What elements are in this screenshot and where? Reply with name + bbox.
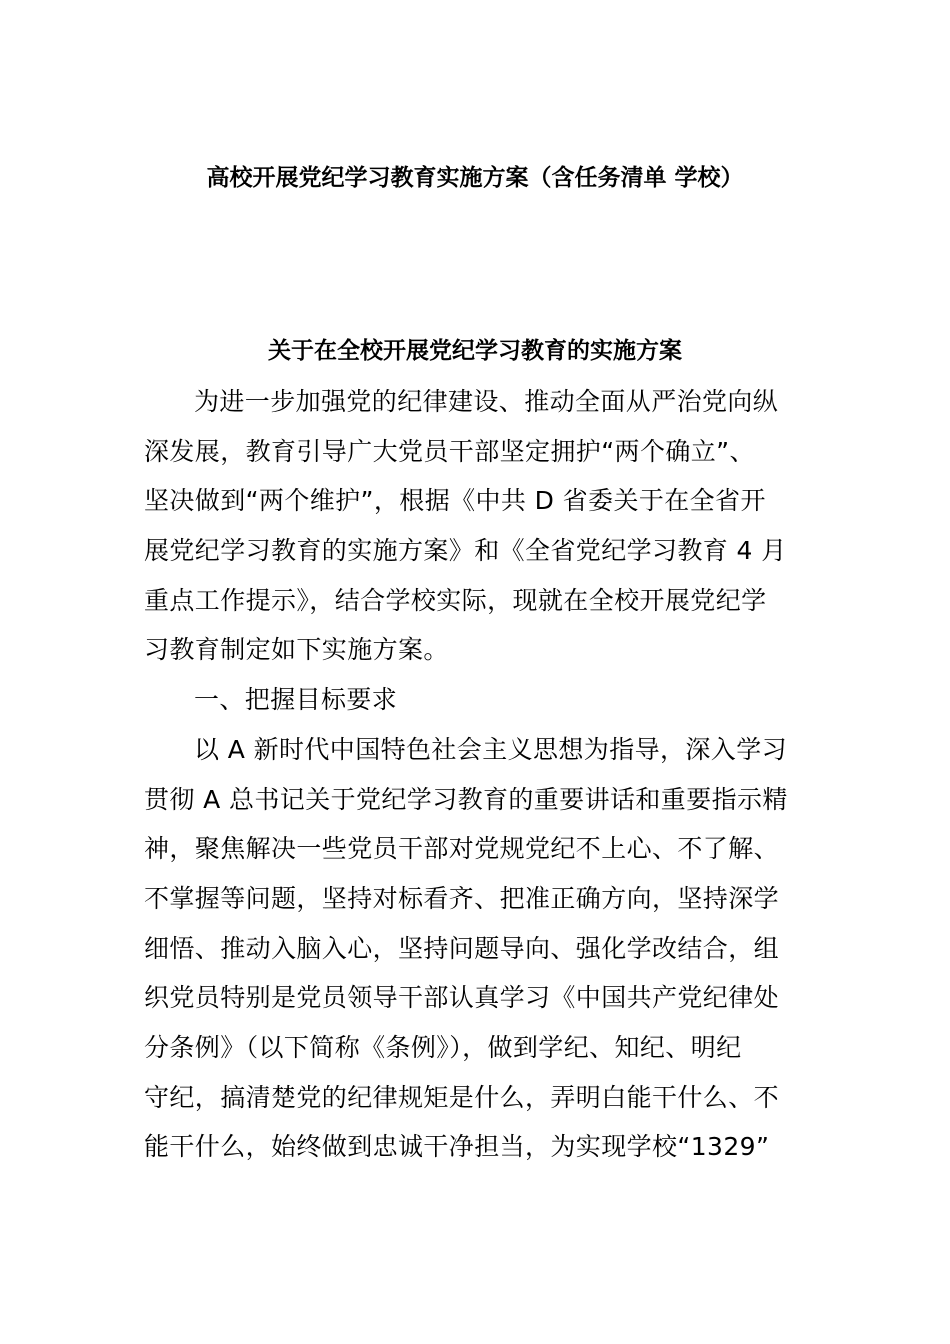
section-heading-line: 一、把握目标要求 (194, 685, 398, 715)
paragraph-line: 为进一步加强党的纪律建设、推动全面从严治党向纵 (194, 387, 779, 416)
paragraph-line: 神，聚焦解决一些党员干部对党规党纪不上心、不了解、 (144, 834, 780, 864)
paragraph-line: 习教育制定如下实施方案。 (144, 635, 449, 665)
paragraph-line: 深发展，教育引导广大党员干部坚定拥护“两个确立”、 (144, 436, 755, 466)
paragraph-line: 织党员特别是党员领导干部认真学习《中国共产党纪律处 (144, 983, 780, 1013)
plan-heading: 关于在全校开展党纪学习教育的实施方案 (268, 338, 682, 364)
paragraph-line: 以 A 新时代中国特色社会主义思想为指导，深入学习 (194, 734, 787, 764)
document-body (144, 377, 816, 1172)
document-title: 高校开展党纪学习教育实施方案（含任务清单 学校） (206, 165, 744, 191)
paragraph-line: 能干什么，始终做到忠诚干净担当，为实现学校“1329” (144, 1132, 770, 1162)
paragraph-line: 守纪，搞清楚党的纪律规矩是什么，弄明白能干什么、不 (144, 1082, 780, 1112)
paragraph-line: 分条例》（以下简称《条例》），做到学纪、知纪、明纪 (144, 1032, 742, 1062)
paragraph-line: 展党纪学习教育的实施方案》和《全省党纪学习教育 4 月 (144, 536, 787, 566)
paragraph-line: 坚决做到“两个维护”，根据《中共 D 省委关于在全省开 (144, 486, 766, 516)
paragraph-line: 细悟、推动入脑入心，坚持问题导向、强化学改结合，组 (144, 933, 780, 963)
paragraph-line: 重点工作提示》，结合学校实际，现就在全校开展党纪学 (144, 585, 767, 615)
paragraph-line: 贯彻 A 总书记关于党纪学习教育的重要讲话和重要指示精 (144, 784, 788, 814)
paragraph-line: 不掌握等问题，坚持对标看齐、把准正确方向，坚持深学 (144, 883, 780, 913)
